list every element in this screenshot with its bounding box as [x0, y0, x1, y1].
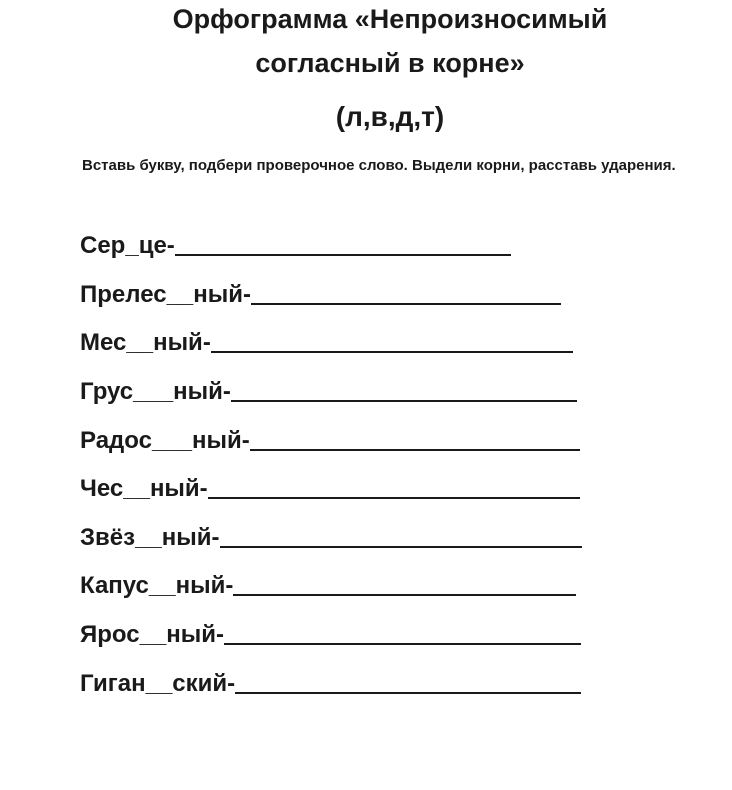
exercise-row — [80, 222, 640, 271]
answer-line[interactable] — [250, 449, 580, 451]
answer-line[interactable] — [220, 546, 582, 548]
title-line-2: согласный в корне» — [255, 48, 525, 78]
exercise-word: Ярос__ный- — [80, 621, 225, 649]
exercise-word: Радос___ный- — [80, 426, 250, 454]
answer-line[interactable] — [233, 594, 576, 596]
exercise-word: Мес__ный- — [80, 329, 211, 357]
exercise-row — [80, 659, 640, 708]
answer-line[interactable] — [208, 497, 580, 499]
exercise-word: Сер_це- — [80, 232, 175, 260]
exercise-word: Прелес__ный- — [80, 280, 251, 308]
title-line-1: Орфограмма «Непроизносимый — [172, 4, 608, 34]
exercise-word: Гиган__ский- — [80, 669, 236, 697]
exercise-row — [80, 319, 640, 368]
exercise-word: Капус__ный- — [80, 572, 234, 600]
exercise-row — [80, 611, 640, 660]
answer-line[interactable] — [224, 643, 581, 645]
answer-line[interactable] — [235, 692, 581, 694]
answer-line[interactable] — [231, 400, 577, 402]
instructions: Вставь букву, подбери проверочное слово. Выдели корни, расставь ударения. — [82, 157, 676, 174]
exercise-word: Чес__ный- — [80, 475, 208, 503]
answer-line[interactable] — [211, 351, 573, 353]
exercise-word: Грус___ный- — [80, 378, 231, 406]
exercise-row — [80, 562, 640, 611]
exercise-row — [80, 271, 640, 320]
exercise-row — [80, 514, 640, 563]
answer-line[interactable] — [251, 303, 561, 305]
answer-line[interactable] — [175, 254, 511, 256]
letters-subtitle: (л,в,д,т) — [335, 101, 445, 132]
exercise-list — [80, 222, 640, 708]
exercise-row — [80, 416, 640, 465]
exercise-row — [80, 368, 640, 417]
exercise-row — [80, 465, 640, 514]
exercise-word: Звёз__ный- — [80, 523, 220, 551]
